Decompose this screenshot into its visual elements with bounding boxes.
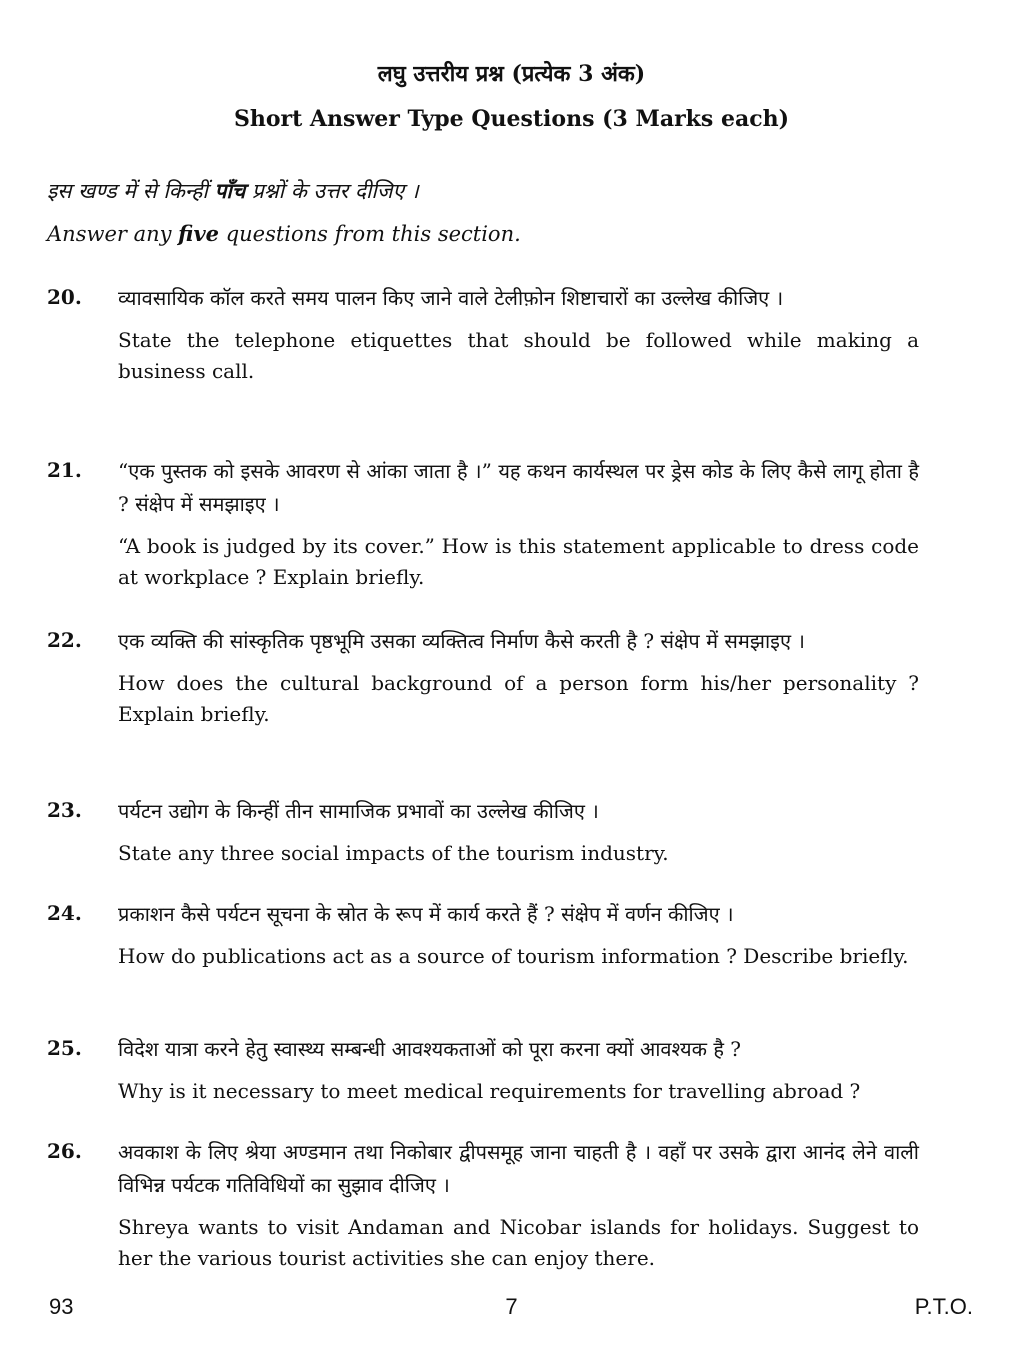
instruction-english-text-2: questions from this section. [219,222,521,246]
instruction-english [47,221,521,246]
question-text-hindi: “एक पुस्तक को इसके आवरण से आंका जाता है ।” यह कथन कार्यस्थल पर ड्रेस कोड के लिए कैसे लागू होता है ? संक्षेप में समझाइए । [118,459,919,516]
question-number: 20. [47,285,82,309]
please-turn-over: P.T.O. [914,1294,973,1319]
question-number: 21. [47,458,82,482]
question-number: 23. [47,798,82,822]
question-text-english: How do publications act as a source of tourism information ? Describe briefly. [118,944,909,968]
question-body [118,898,919,972]
question-body [118,1136,919,1274]
question-text-hindi: प्रकाशन कैसे पर्यटन सूचना के स्रोत के रूप में कार्य करते हैं ? संक्षेप में वर्णन कीजिए । [118,902,734,926]
question-text-english: How does the cultural background of a person form his/her personality ? Explain briefly. [118,671,919,726]
question-text-english: State the telephone etiquettes that should be followed while making a business call. [118,328,919,383]
question-text-hindi: व्यावसायिक कॉल करते समय पालन किए जाने वाले टेलीफ़ोन शिष्टाचारों का उल्लेख कीजिए । [118,286,784,310]
question-body [118,795,919,869]
question-text-hindi: एक व्यक्ति की सांस्कृतिक पृष्ठभूमि उसका व्यक्तित्व निर्माण कैसे करती है ? संक्षेप में समझाइए । [118,629,806,653]
question-number: 22. [47,628,82,652]
question-number: 24. [47,901,82,925]
question-text-english: “A book is judged by its cover.” How is this statement applicable to dress code at workplace ? Explain briefly. [118,534,919,589]
page-number: 7 [505,1294,518,1319]
question-body [118,455,919,593]
instruction-english-text-1: Answer any [47,222,179,246]
question-text-hindi: अवकाश के लिए श्रेया अण्डमान तथा निकोबार द्वीपसमूह जाना चाहती है । वहाँ पर उसके द्वारा आनंद लेने वाली विभिन्न पर्यटक गतिविधियों का सुझाव दीजिए । [118,1140,919,1197]
question-body [118,1033,919,1107]
question-number: 25. [47,1036,82,1060]
question-text-english: State any three social impacts of the tourism industry. [118,841,669,865]
question-text-english: Why is it necessary to meet medical requirements for travelling abroad ? [118,1079,861,1103]
instruction-hindi-text-1: इस खण्ड में से किन्हीं [47,179,215,203]
instruction-hindi-bold: पाँच [214,178,246,203]
question-body [118,282,919,387]
question-number: 26. [47,1139,82,1163]
paper-code: 93 [49,1294,74,1319]
question-body [118,625,919,730]
question-text-hindi: पर्यटन उद्योग के किन्हीं तीन सामाजिक प्रभावों का उल्लेख कीजिए । [118,799,599,823]
question-text-hindi: विदेश यात्रा करने हेतु स्वास्थ्य सम्बन्धी आवश्यकताओं को पूरा करना क्यों आवश्यक है ? [118,1037,742,1061]
question-text-english: Shreya wants to visit Andaman and Nicobar islands for holidays. Suggest to her the various tourist activities she can enjoy there. [118,1215,919,1270]
section-title-english: Short Answer Type Questions (3 Marks each) [233,106,790,132]
instruction-hindi-text-2: प्रश्नों के उत्तर दीजिए । [245,179,419,203]
instruction-hindi [47,177,419,205]
section-title-hindi: लघु उत्तरीय प्रश्न (प्रत्येक 3 अंक) [377,61,646,87]
instruction-english-bold: five [178,221,220,246]
